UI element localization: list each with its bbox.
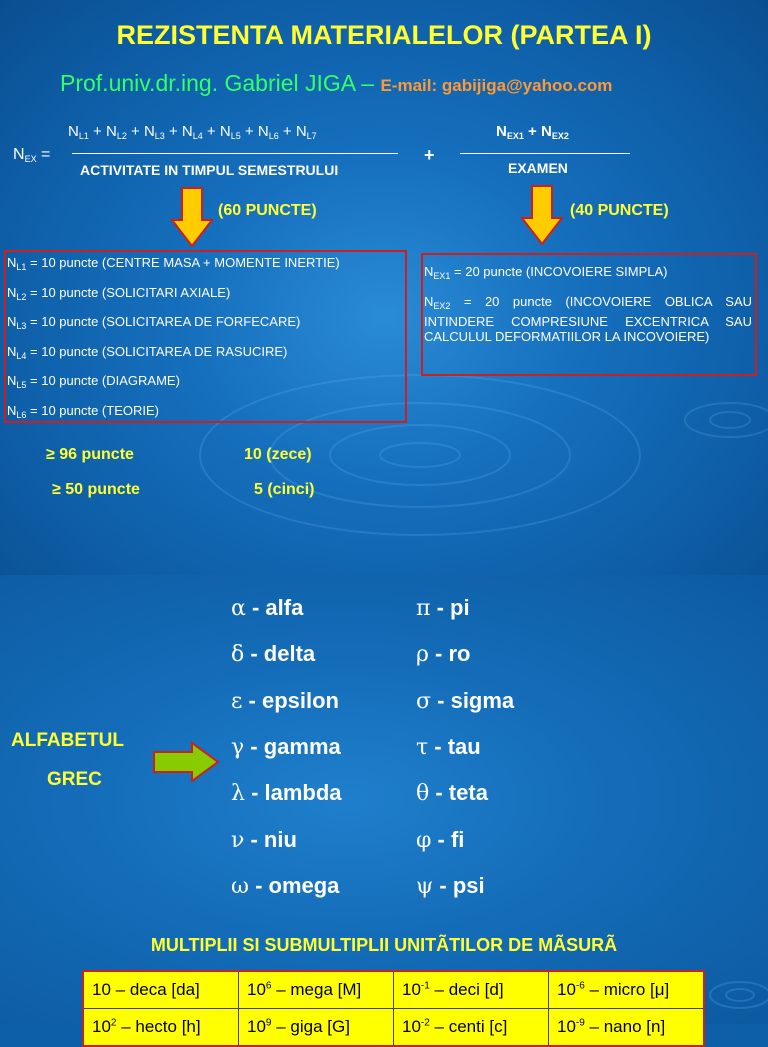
unit-base: 10 xyxy=(92,1017,111,1036)
author-name: Prof.univ.dr.ing. Gabriel JIGA – xyxy=(60,70,381,96)
greek-name: - teta xyxy=(429,780,488,806)
unit-exponent: 2 xyxy=(110,1017,117,1029)
grade-threshold: ≥ 50 puncte xyxy=(52,481,140,498)
n-symbol: N xyxy=(7,255,17,270)
unit-exponent: 9 xyxy=(265,1017,272,1029)
greek-name: - epsilon xyxy=(242,687,339,713)
greek-letter-row xyxy=(416,827,464,853)
formula-nex xyxy=(13,146,50,164)
plus-operator: + xyxy=(278,123,296,140)
subscript: L4 xyxy=(16,350,27,361)
unit-prefix: – micro [μ] xyxy=(584,980,670,999)
n-symbol: N xyxy=(7,343,17,359)
arrow-right-icon xyxy=(152,741,220,783)
subscript: EX1 xyxy=(506,131,524,141)
subscript: EX2 xyxy=(551,131,569,141)
activity-item xyxy=(7,314,300,331)
unit-prefix: – nano [n] xyxy=(584,1017,666,1036)
activity-item-text: = 10 puncte (SOLICITAREA DE FORFECARE) xyxy=(26,314,301,330)
n-symbol: N xyxy=(7,284,17,300)
activity-item xyxy=(7,285,230,302)
units-cell xyxy=(549,1009,705,1047)
unit-base: 10 xyxy=(247,1017,266,1036)
greek-symbol: σ xyxy=(416,688,432,714)
activity-item-text: = 10 puncte (DIAGRAME) xyxy=(26,373,180,389)
page-title: REZISTENTA MATERIALELOR (PARTEA I) xyxy=(116,20,652,50)
unit-exponent: -1 xyxy=(420,980,430,992)
unit-base: 10 xyxy=(92,980,111,999)
unit-exponent: -2 xyxy=(420,1017,430,1029)
units-row xyxy=(83,1009,704,1047)
greek-letter-row xyxy=(231,688,339,714)
greek-letter-row xyxy=(231,641,315,667)
greek-letter-row xyxy=(416,595,470,621)
plus-operator: + xyxy=(88,123,106,140)
n-symbol: N xyxy=(257,123,269,140)
units-row xyxy=(83,971,704,1009)
n-symbol: N xyxy=(219,123,231,140)
greek-symbol: ρ xyxy=(416,642,429,668)
formula-numerator-exam xyxy=(496,123,569,141)
plus-operator: + xyxy=(240,123,258,140)
exam-item: $N_{EX1} = 20$ puncte (INCOVOIERE SIMPLA) xyxy=(424,264,668,281)
greek-label-line1: ALFABETUL xyxy=(11,730,124,751)
grade-value: 10 (zece) xyxy=(244,446,312,463)
equals-sign: = xyxy=(36,146,51,163)
exam-item: $N_{EX2} = 20$ puncte (INCOVOIERE OBLICA SAU INTINDERE COMPRESIUNE EXCENTRICA SAU CALCULUL DEFORMATIILOR LA INCOVOIERE) xyxy=(424,294,752,344)
unit-base: 10 xyxy=(557,980,576,999)
n-symbol: N xyxy=(181,123,193,140)
unit-exponent: 6 xyxy=(265,980,272,992)
subscript: L6 xyxy=(16,410,27,420)
activity-item-text: = 10 puncte (SOLICITAREA DE RASUCIRE) xyxy=(26,343,288,359)
subscript: L3 xyxy=(154,131,165,141)
plus-operator: + xyxy=(202,123,220,140)
greek-letter-row xyxy=(231,780,342,806)
unit-prefix: – deca [da] xyxy=(110,980,200,999)
subscript: L7 xyxy=(306,131,317,141)
subscript: L1 xyxy=(78,131,89,141)
greek-symbol: α xyxy=(231,596,246,621)
activity-item xyxy=(7,255,340,272)
plus-operator: + xyxy=(126,123,144,140)
unit-base: 10 xyxy=(402,1017,421,1036)
n-symbol: N xyxy=(496,123,507,140)
grade-threshold: ≥ 96 puncte xyxy=(46,446,134,463)
greek-symbol: τ xyxy=(416,734,429,760)
formula-numerator-activity xyxy=(68,123,317,141)
activity-item xyxy=(7,403,159,420)
unit-base: 10 xyxy=(557,1017,576,1036)
formula-denominator-activity: ACTIVITATE IN TIMPUL SEMESTRULUI xyxy=(80,162,339,178)
units-cell xyxy=(394,971,549,1009)
units-title: MULTIPLII SI SUBMULTIPLII UNITÃTILOR DE MÃSURÃ xyxy=(150,935,618,955)
units-cell xyxy=(83,1009,239,1047)
greek-letter-row xyxy=(416,873,485,899)
greek-symbol: ε xyxy=(231,688,243,714)
units-cell xyxy=(239,1009,394,1047)
activity-item-text: = 10 puncte (SOLICITARI AXIALE) xyxy=(26,284,231,300)
subscript: L5 xyxy=(230,131,241,141)
greek-letter-row xyxy=(231,595,303,621)
greek-letter-row xyxy=(231,873,339,899)
greek-letter-row xyxy=(416,688,514,714)
n-symbol: N xyxy=(143,123,155,140)
activity-box xyxy=(4,250,407,423)
subscript: L3 xyxy=(16,321,27,332)
formula-denominator-exam: EXAMEN xyxy=(508,160,568,176)
greek-name: - fi xyxy=(431,826,465,852)
author-email: E-mail: gabijiga@yahoo.com xyxy=(380,76,613,95)
subscript: L6 xyxy=(268,131,279,141)
subscript: L1 xyxy=(16,262,27,272)
arrow-down-icon xyxy=(520,184,564,246)
activity-item xyxy=(7,344,287,361)
nex-symbol: N xyxy=(13,146,25,163)
greek-symbol: λ xyxy=(231,781,245,807)
unit-prefix: – hecto [h] xyxy=(116,1017,201,1036)
units-cell xyxy=(549,971,705,1009)
greek-letter-row xyxy=(231,734,341,760)
greek-name: - ro xyxy=(428,641,471,667)
unit-exponent: -9 xyxy=(575,1017,585,1029)
greek-name: - lambda xyxy=(244,780,342,806)
subscript: L4 xyxy=(192,131,203,141)
greek-label-line2: GREC xyxy=(47,769,102,790)
units-cell xyxy=(239,971,394,1009)
greek-letter-row xyxy=(416,780,488,806)
formula-plus: + xyxy=(424,145,435,165)
unit-base: 10 xyxy=(402,980,421,999)
unit-exponent: -6 xyxy=(575,980,585,992)
unit-prefix: – deci [d] xyxy=(429,980,504,999)
subscript: L2 xyxy=(116,131,127,141)
n-symbol: N xyxy=(7,373,17,389)
greek-symbol: θ xyxy=(416,781,430,807)
greek-name: - delta xyxy=(244,641,316,667)
greek-symbol: ω xyxy=(231,873,249,899)
nex-subscript: EX xyxy=(24,154,37,164)
greek-symbol: ν xyxy=(231,827,245,853)
fraction-line-activity xyxy=(72,153,398,154)
n-symbol: N xyxy=(7,314,17,330)
n-symbol: N xyxy=(295,123,307,140)
greek-symbol: π xyxy=(416,596,431,621)
unit-prefix: – mega [M] xyxy=(271,980,362,999)
greek-symbol: ψ xyxy=(416,873,434,899)
greek-name: - psi xyxy=(433,872,485,898)
greek-name: - omega xyxy=(248,872,340,898)
greek-name: - sigma xyxy=(431,687,515,713)
unit-prefix: – giga [G] xyxy=(271,1017,350,1036)
greek-letter-row xyxy=(416,734,481,760)
fraction-line-exam xyxy=(460,153,630,154)
greek-symbol: γ xyxy=(231,734,245,760)
greek-symbol: φ xyxy=(416,827,432,853)
greek-symbol: δ xyxy=(231,642,245,668)
greek-name: - niu xyxy=(244,826,297,852)
activity-item-text: = 10 puncte (TEORIE) xyxy=(26,403,159,418)
points-exam: (40 PUNCTE) xyxy=(570,202,669,219)
subscript: L5 xyxy=(16,380,27,391)
units-cell xyxy=(394,1009,549,1047)
subscript: L2 xyxy=(16,291,27,302)
plus-operator: + xyxy=(523,123,541,140)
grade-value: 5 (cinci) xyxy=(254,481,315,498)
units-cell xyxy=(83,971,239,1009)
units-table xyxy=(82,970,705,1047)
author-line xyxy=(60,70,612,97)
plus-operator: + xyxy=(164,123,182,140)
greek-name: - gamma xyxy=(244,733,341,759)
n-symbol: N xyxy=(7,403,17,418)
activity-item-text: = 10 puncte (CENTRE MASA + MOMENTE INERTIE) xyxy=(26,255,340,270)
greek-name: - alfa xyxy=(245,595,304,620)
slide-greek-alphabet xyxy=(0,575,768,1024)
greek-letter-row xyxy=(231,827,297,853)
greek-name: - pi xyxy=(430,595,470,620)
n-symbol: N xyxy=(540,123,552,140)
greek-name: - tau xyxy=(428,733,481,759)
greek-letter-row xyxy=(416,641,471,667)
n-symbol: N xyxy=(105,123,117,140)
n-symbol: N xyxy=(68,123,79,140)
arrow-down-icon xyxy=(170,186,214,248)
activity-item xyxy=(7,373,180,390)
unit-base: 10 xyxy=(247,980,266,999)
points-activity: (60 PUNCTE) xyxy=(218,202,317,219)
unit-prefix: – centi [c] xyxy=(429,1017,508,1036)
ripple-decoration xyxy=(0,575,768,1024)
